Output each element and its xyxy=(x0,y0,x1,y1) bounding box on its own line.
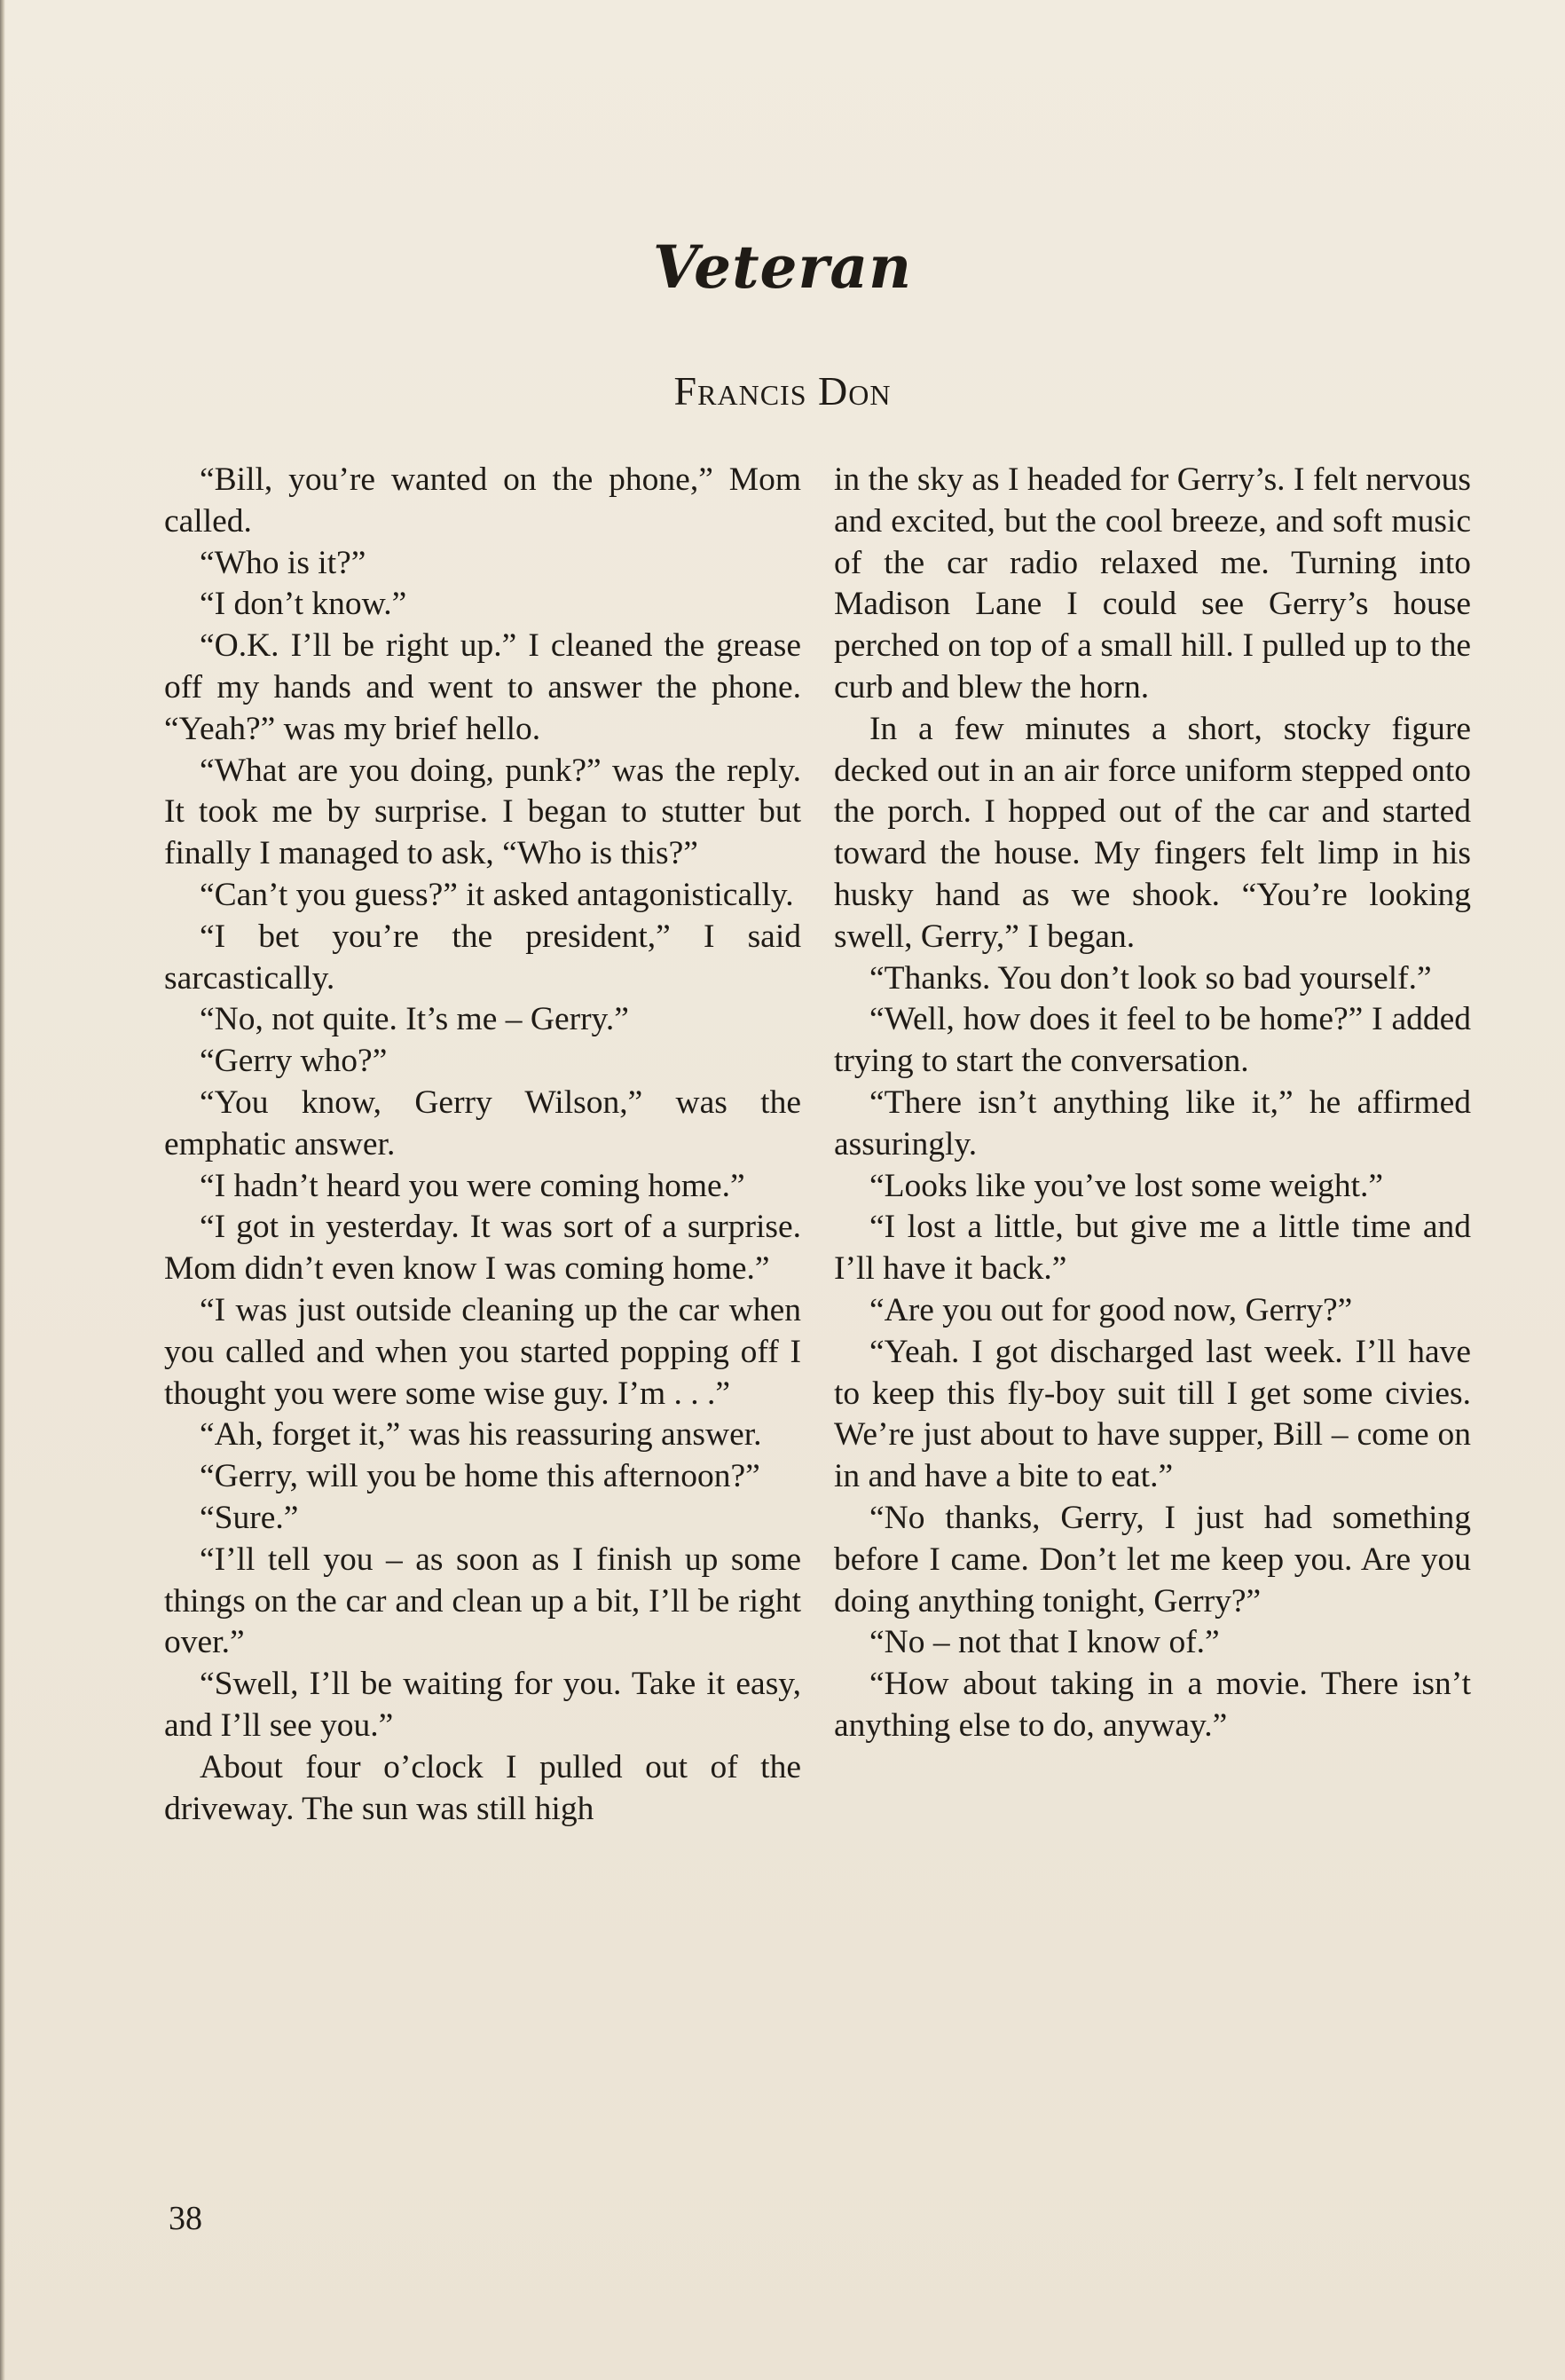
paragraph: “I hadn’t heard you were coming home.” xyxy=(200,1167,745,1204)
paragraph: in the sky as I headed for Gerry’s. I felt nervous and excited, but the cool breeze, and soft music of the car radio relaxed me. Turning into Madison Lane I could see Gerry’s house perched on top of a small hill. I pulled up to the curb and blew the horn. xyxy=(834,461,1471,705)
paragraph: “How about taking in a movie. There isn’t anything else to do, anyway.” xyxy=(834,1666,1471,1744)
paragraph: “I don’t know.” xyxy=(200,586,407,623)
paragraph: “Who is it?” xyxy=(200,544,366,581)
paragraph: “I got in yesterday. It was sort of a surprise. Mom didn’t even know I was coming home.” xyxy=(164,1209,801,1288)
page-number: 38 xyxy=(169,2200,202,2237)
paragraph: “Can’t you guess?” it asked antagonistically. xyxy=(200,876,794,913)
paragraph: “I’ll tell you – as soon as I finish up some things on the car and clean up a bit, I’ll be right over.” xyxy=(164,1541,801,1661)
paragraph: “No, not quite. It’s me – Gerry.” xyxy=(200,1001,629,1038)
left-column xyxy=(164,460,801,1830)
author-name: Francis Don xyxy=(673,368,892,414)
paragraph: “Looks like you’ve lost some weight.” xyxy=(869,1167,1384,1204)
paragraph: “I lost a little, but give me a little time and I’ll have it back.” xyxy=(834,1209,1471,1288)
paragraph: “Swell, I’ll be waiting for you. Take it easy, and I’ll see you.” xyxy=(164,1666,801,1744)
paragraph: “Thanks. You don’t look so bad yourself.” xyxy=(869,959,1432,997)
paragraph: “Yeah. I got discharged last week. I’ll have to keep this fly-boy suit till I get some civies. We’re just about to have supper, Bill – come on in and have a bite to eat.” xyxy=(834,1333,1471,1495)
paragraph: About four o’clock I pulled out of the driveway. The sun was still high xyxy=(164,1748,801,1827)
paragraph: “Well, how does it feel to be home?” I added trying to start the conversation. xyxy=(834,1001,1471,1080)
story-title: Veteran xyxy=(652,232,913,302)
paragraph: “I bet you’re the president,” I said sarcastically. xyxy=(164,918,801,997)
paragraph: “Gerry who?” xyxy=(200,1043,388,1080)
paragraph: “O.K. I’ll be right up.” I cleaned the grease off my hands and went to answer the phone. “Yeah?” was my brief hello. xyxy=(164,627,801,747)
right-column xyxy=(834,460,1471,1747)
paragraph: “Are you out for good now, Gerry?” xyxy=(869,1291,1353,1328)
paragraph: “No thanks, Gerry, I just had something before I came. Don’t let me keep you. Are you doing anything tonight, Gerry?” xyxy=(834,1499,1471,1620)
paragraph: “There isn’t anything like it,” he affirmed assuringly. xyxy=(834,1084,1471,1162)
paragraph: “No – not that I know of.” xyxy=(869,1624,1220,1661)
paragraph: “Bill, you’re wanted on the phone,” Mom called. xyxy=(164,461,801,540)
paragraph: “What are you doing, punk?” was the reply. It took me by surprise. I began to stutter but finally I managed to ask, “Who is this?” xyxy=(164,752,801,872)
paragraph: “Ah, forget it,” was his reassuring answer. xyxy=(200,1416,762,1454)
paragraph: “I was just outside cleaning up the car when you called and when you started popping off I thought you were some wise guy. I’m . . .” xyxy=(164,1291,801,1412)
paragraph: “Gerry, will you be home this afternoon?” xyxy=(200,1458,760,1495)
paragraph: “You know, Gerry Wilson,” was the emphatic answer. xyxy=(164,1084,801,1162)
paragraph: “Sure.” xyxy=(200,1499,299,1536)
page-edge xyxy=(0,0,5,2380)
paragraph: In a few minutes a short, stocky figure decked out in an air force uniform stepped onto the porch. I hopped out of the car and started toward the house. My fingers felt limp in his husky hand as we shook. “You’re looking swell, Gerry,” I began. xyxy=(834,710,1471,955)
